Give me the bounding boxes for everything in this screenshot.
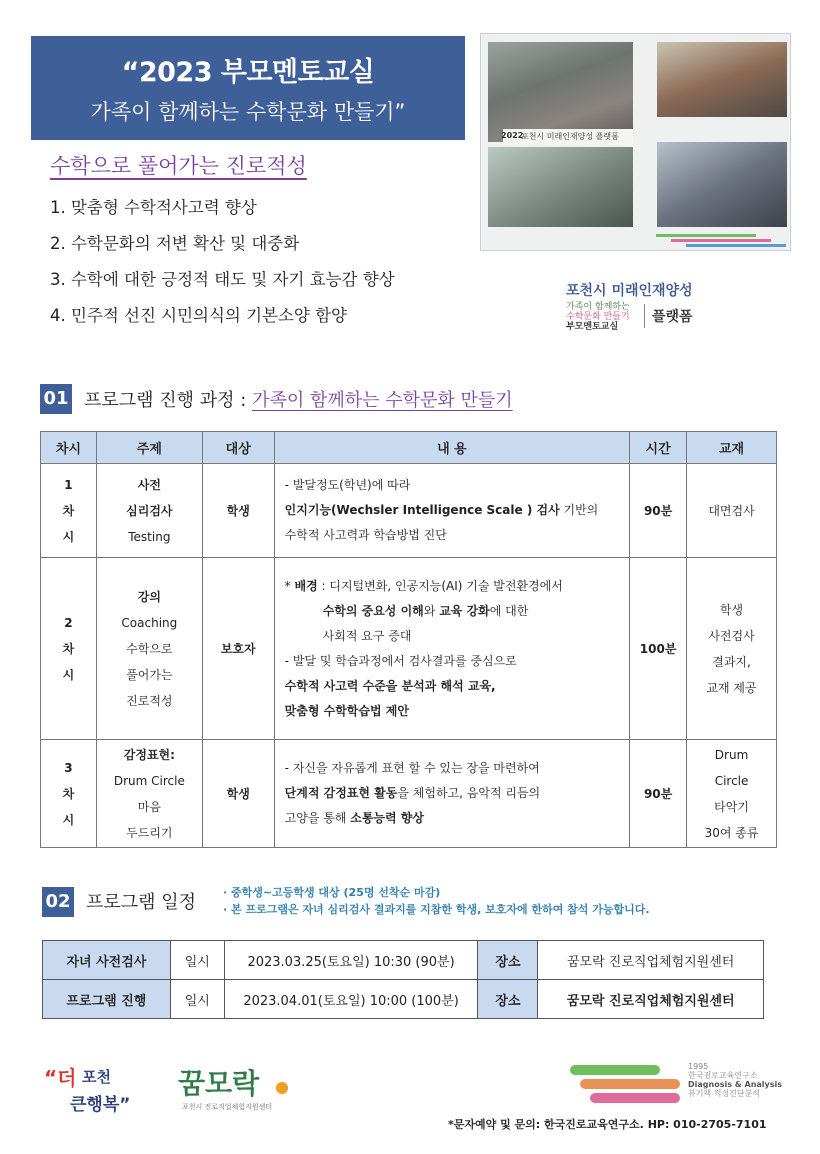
platform-title: 포천시 미래인재양성	[566, 283, 693, 299]
topic-cell: 감정표현: Drum Circle 마음 두드리기	[96, 740, 202, 848]
logo-text: 1995	[688, 1062, 709, 1071]
place-label: 장소	[478, 980, 538, 1019]
table-row	[41, 558, 777, 740]
table-row	[43, 980, 764, 1019]
platform-logo-line: 부모멘토교실	[566, 322, 619, 332]
schedule-table	[42, 940, 764, 1019]
header-title-box	[31, 36, 465, 140]
decorative-stripe	[671, 239, 771, 242]
place-value: 꿈모락 진로직업체험지원센터	[538, 941, 764, 980]
section-title: 프로그램 일정	[86, 892, 197, 913]
table-header-row	[41, 432, 777, 464]
content-cell: - 자신을 자유롭게 표현 할 수 있는 장을 마련하여 단계적 감정표현 활동을 체험하고, 음악적 리듬의 고양을 통해 소통능력 향상	[274, 740, 629, 848]
page-subtitle-line: 가족이 함께하는 수학문화 만들기”	[90, 100, 406, 124]
classroom-photo	[488, 147, 633, 227]
collage-caption: 포천시 미래인재양성 플랫폼	[521, 132, 619, 141]
logo-text: 꿈모락	[178, 1067, 260, 1100]
column-header: 내 용	[274, 432, 629, 464]
logo-dot-icon	[276, 1082, 288, 1094]
column-header: 차시	[41, 432, 97, 464]
goal-item: 2. 수학문화의 저변 확산 및 대중화	[50, 234, 300, 253]
schedule-notes	[223, 884, 650, 918]
platform-logo-line: 가족이 함께하는	[566, 302, 630, 312]
target-cell: 학생	[202, 740, 274, 848]
material-cell: Drum Circle 타악기 30여 종류	[687, 740, 777, 848]
logo-text: Diagnosis & Analysis	[688, 1080, 783, 1089]
note-line: · 본 프로그램은 자녀 심리검사 결과지를 지참한 학생, 보호자에 한하여 참석 가능합니다.	[223, 903, 650, 916]
section-number-badge: 01	[40, 384, 72, 414]
column-header: 시간	[630, 432, 687, 464]
logo-text-block	[688, 1062, 782, 1098]
content-cell: * 배경 : 디지털변화, 인공지능(AI) 기술 발전환경에서 수학의 중요성 이해와 교육 강화에 대한 사회적 요구 증대 - 발달 및 학습과정에서 검사결과를 중심으로 수학적 사고력 수준을 분석과 해석 교육, 맞춤형 수학학습법 제안	[274, 558, 629, 740]
place-label: 장소	[478, 941, 538, 980]
section-title	[84, 386, 513, 412]
time-cell: 100분	[630, 558, 687, 740]
pocheon-logo	[44, 1062, 154, 1122]
topic-cell: 강의 Coaching 수학으로 풀어가는 진로적성	[96, 558, 202, 740]
date-value: 2023.04.01(토요일) 10:00 (100분)	[224, 980, 478, 1019]
session-cell: 3 차 시	[41, 740, 97, 848]
contact-org: 한국진로교육연구소.	[544, 1118, 648, 1131]
table-row	[43, 941, 764, 980]
section-number-badge: 02	[42, 887, 74, 917]
goal-item: 3. 수학에 대한 긍정적 태도 및 자기 효능감 향상	[50, 270, 395, 289]
photo-collage	[480, 33, 791, 251]
classroom-photo	[657, 42, 787, 117]
column-header: 대상	[202, 432, 274, 464]
material-cell: 학생 사전검사 결과지, 교재 제공	[687, 558, 777, 740]
platform-logo	[560, 276, 720, 334]
contact-label: *문자예약 및 문의:	[448, 1118, 545, 1131]
classroom-photo	[488, 42, 633, 142]
platform-word: 플랫폼	[652, 309, 693, 325]
place-value: 꿈모락 진로직업체험지원센터	[538, 980, 764, 1019]
goal-item: 1. 맞춤형 수학적사고력 향상	[50, 198, 257, 217]
logo-text: 뷰기팩 적성진단분석	[688, 1089, 761, 1098]
content-cell: - 발달정도(학년)에 따라 인지기능(Wechsler Intelligence Scale ) 검사 기반의 수학적 사고력과 학습방법 진단	[274, 464, 629, 558]
date-label: 일시	[170, 980, 224, 1019]
topic-cell: 사전 심리검사 Testing	[96, 464, 202, 558]
kri-logo	[570, 1062, 790, 1104]
section-title-link: 가족이 함께하는 수학문화 만들기	[252, 390, 513, 411]
classroom-photo	[657, 142, 787, 227]
contact-phone: HP: 010-2705-7101	[647, 1118, 767, 1131]
page-title: “2023 부모멘토교실	[121, 57, 375, 88]
collage-year: 2022	[501, 131, 524, 140]
logo-bar	[570, 1065, 660, 1075]
material-cell: 대면검사	[687, 464, 777, 558]
platform-logo-text	[566, 302, 630, 332]
schedule-label: 프로그램 진행	[43, 980, 171, 1019]
time-cell: 90분	[630, 740, 687, 848]
decorative-stripe	[686, 244, 786, 247]
date-label: 일시	[170, 941, 224, 980]
program-table	[40, 431, 777, 848]
column-header: 주제	[96, 432, 202, 464]
goal-item: 4. 민주적 선진 시민의식의 기본소양 함양	[50, 306, 347, 325]
logo-bar	[590, 1093, 680, 1103]
time-cell: 90분	[630, 464, 687, 558]
section-heading-career: 수학으로 풀어가는 진로적성	[50, 154, 307, 178]
logo-text: 한국진로교육연구소	[688, 1071, 758, 1080]
logo-subtext: 포천시 진로직업체험지원센터	[182, 1103, 273, 1111]
decorative-stripe	[656, 234, 756, 237]
logo-text: 큰행복”	[70, 1095, 131, 1115]
date-value: 2023.03.25(토요일) 10:30 (90분)	[224, 941, 478, 980]
note-line: · 중학생~고등학생 대상 (25명 선착순 마감)	[223, 886, 441, 899]
table-row	[41, 464, 777, 558]
target-cell: 보호자	[202, 558, 274, 740]
session-cell: 1 차 시	[41, 464, 97, 558]
platform-logo-line: 수학문화 만들기	[566, 312, 630, 322]
logo-text: 포천	[82, 1068, 111, 1086]
column-header: 교재	[687, 432, 777, 464]
divider	[644, 304, 645, 328]
target-cell: 학생	[202, 464, 274, 558]
contact-info	[448, 1116, 767, 1132]
schedule-label: 자녀 사전검사	[43, 941, 171, 980]
section-title-text: 프로그램 진행 과정 :	[84, 390, 253, 411]
logo-bar	[580, 1079, 680, 1089]
session-cell: 2 차 시	[41, 558, 97, 740]
table-row	[41, 740, 777, 848]
logo-text: “더	[44, 1066, 77, 1090]
kkummorak-logo	[178, 1062, 298, 1117]
goals-list	[50, 196, 395, 340]
